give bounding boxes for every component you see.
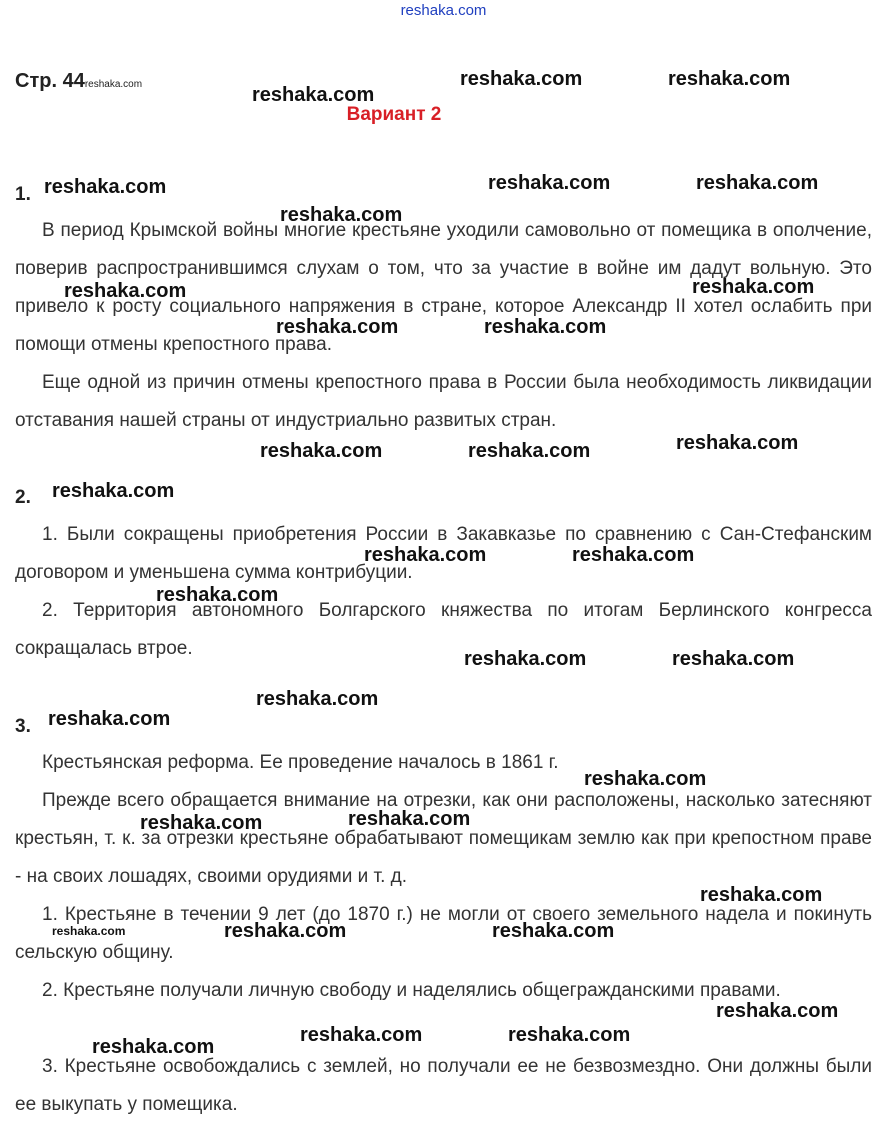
watermark-small: reshaka.com [52, 924, 126, 938]
watermark: reshaka.com [584, 768, 707, 790]
watermark: reshaka.com [280, 204, 403, 226]
watermark: reshaka.com [676, 432, 799, 454]
watermark: reshaka.com [252, 84, 375, 106]
page-label [15, 70, 142, 93]
watermark: reshaka.com [672, 648, 795, 670]
section-3-paragraph-1: Крестьянская реформа. Ее проведение началось в 1861 г. [42, 752, 559, 773]
watermark: reshaka.com [224, 920, 347, 942]
watermark: reshaka.com [44, 176, 167, 198]
watermark: reshaka.com [692, 276, 815, 298]
watermark: reshaka.com [260, 440, 383, 462]
watermark: reshaka.com [64, 280, 187, 302]
variant-title: Вариант 2 [346, 104, 442, 125]
watermark: reshaka.com [460, 68, 583, 90]
watermark: reshaka.com [508, 1024, 631, 1046]
watermark: reshaka.com [696, 172, 819, 194]
watermark: reshaka.com [572, 544, 695, 566]
section-3-paragraph-3: 1. Крестьяне в течении 9 лет (до 1870 г.) не могли от своего земельного надела и покинуть сельскую общину. [15, 904, 872, 963]
watermark: reshaka.com [156, 584, 279, 606]
watermark: reshaka.com [348, 808, 471, 830]
section-2-paragraph-1: 1. Были сокращены приобретения России в Закавказье по сравнению с Сан-Стефанским договором и уменьшена сумма контрибуции. [15, 524, 872, 583]
watermark: reshaka.com [140, 812, 263, 834]
watermark: reshaka.com [276, 316, 399, 338]
section-3-paragraph-5: 3. Крестьяне освобождались с землей, но получали ее не безвозмездно. Они должны были ее выкупать у помещика. [15, 1056, 872, 1115]
page-label-watermark: reshaka.com [84, 79, 143, 90]
section-3-paragraph-4: 2. Крестьяне получали личную свободу и наделялись общегражданскими правами. [42, 980, 781, 1001]
section-2-paragraph-2: 2. Территория автономного Болгарского княжества по итогам Берлинского конгресса сокращалась втрое. [15, 600, 872, 659]
watermark: reshaka.com [668, 68, 791, 90]
section-2-number: 2. [15, 487, 31, 508]
watermark: reshaka.com [700, 884, 823, 906]
watermark: reshaka.com [364, 544, 487, 566]
section-1-paragraph-1: В период Крымской войны многие крестьяне уходили самовольно от помещика в ополчение, поверив распространившимся слухам о том, что за участие в войне им дадут вольную. Это привело к росту социального напряжения в стране, которое Александр II хотел ослабить при помощи отмены крепостного права. [15, 220, 872, 355]
watermark: reshaka.com [464, 648, 587, 670]
site-name-top[interactable]: reshaka.com [400, 2, 487, 19]
watermark: reshaka.com [300, 1024, 423, 1046]
section-3-number: 3. [15, 716, 31, 737]
watermark: reshaka.com [52, 480, 175, 502]
section-1-paragraph-2: Еще одной из причин отмены крепостного права в России была необходимость ликвидации отставания нашей страны от индустриально развитых стран. [15, 372, 872, 431]
watermark: reshaka.com [48, 708, 171, 730]
page-label-text: Стр. 44 [15, 70, 85, 92]
watermark: reshaka.com [484, 316, 607, 338]
watermark: reshaka.com [256, 688, 379, 710]
watermark: reshaka.com [92, 1036, 215, 1058]
watermark: reshaka.com [488, 172, 611, 194]
section-3-paragraph-2: Прежде всего обращается внимание на отрезки, как они расположены, насколько затесняют крестьян, т. к. за отрезки крестьяне обрабатывают помещикам землю как при крепостном праве - на своих лошадях, своими орудиями и т. д. [15, 790, 872, 887]
watermark: reshaka.com [468, 440, 591, 462]
watermark: reshaka.com [492, 920, 615, 942]
section-1-number: 1. [15, 184, 31, 205]
watermark: reshaka.com [716, 1000, 839, 1022]
